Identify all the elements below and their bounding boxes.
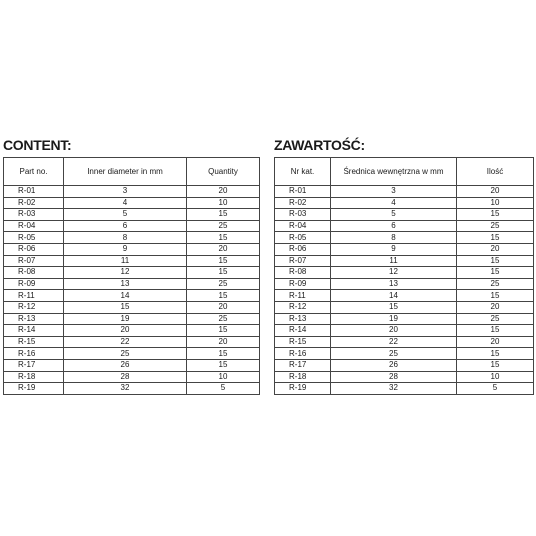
cell-quantity: 15	[187, 232, 260, 244]
table-row	[4, 243, 260, 255]
cell-part-no: R-09	[4, 278, 64, 290]
cell-diameter: 6	[64, 220, 187, 232]
cell-part-no: R-01	[4, 186, 64, 198]
cell-quantity: 15	[187, 209, 260, 221]
cell-quantity: 20	[187, 336, 260, 348]
cell-part-no: R-19	[4, 383, 64, 395]
table-header-row	[4, 158, 260, 186]
cell-part-no: R-04	[4, 220, 64, 232]
cell-part-no: R-04	[275, 220, 331, 232]
table-header-row	[275, 158, 534, 186]
table-row	[275, 255, 534, 267]
table-row	[275, 232, 534, 244]
cell-diameter: 19	[64, 313, 187, 325]
table-row	[275, 301, 534, 313]
table-row	[4, 348, 260, 360]
cell-quantity: 20	[187, 301, 260, 313]
cell-part-no: R-16	[4, 348, 64, 360]
cell-part-no: R-05	[275, 232, 331, 244]
cell-diameter: 11	[64, 255, 187, 267]
cell-diameter: 3	[331, 186, 457, 198]
cell-part-no: R-02	[4, 197, 64, 209]
cell-diameter: 11	[331, 255, 457, 267]
header-inner-diameter: Inner diameter in mm	[64, 158, 187, 186]
cell-quantity: 15	[187, 267, 260, 279]
cell-quantity: 15	[457, 232, 534, 244]
table-row	[275, 197, 534, 209]
cell-quantity: 15	[187, 325, 260, 337]
cell-diameter: 9	[64, 243, 187, 255]
cell-quantity: 15	[457, 359, 534, 371]
table-row	[4, 209, 260, 221]
cell-diameter: 22	[64, 336, 187, 348]
header-nr-kat: Nr kat.	[275, 158, 331, 186]
table-row	[275, 359, 534, 371]
cell-quantity: 10	[187, 197, 260, 209]
cell-quantity: 5	[187, 383, 260, 395]
cell-part-no: R-02	[275, 197, 331, 209]
table-row	[4, 186, 260, 198]
parts-table-en	[3, 157, 260, 395]
header-quantity: Quantity	[187, 158, 260, 186]
cell-quantity: 15	[187, 255, 260, 267]
cell-part-no: R-03	[4, 209, 64, 221]
parts-table-pl	[274, 157, 534, 395]
cell-quantity: 10	[457, 197, 534, 209]
cell-diameter: 4	[64, 197, 187, 209]
cell-diameter: 3	[64, 186, 187, 198]
cell-part-no: R-15	[275, 336, 331, 348]
table-row	[4, 371, 260, 383]
cell-part-no: R-08	[275, 267, 331, 279]
cell-diameter: 5	[64, 209, 187, 221]
cell-part-no: R-19	[275, 383, 331, 395]
cell-part-no: R-12	[275, 301, 331, 313]
zawartosc-title: ZAWARTOŚĆ:	[274, 137, 365, 153]
cell-quantity: 15	[457, 325, 534, 337]
cell-quantity: 5	[457, 383, 534, 395]
table-row	[275, 336, 534, 348]
table-row	[275, 243, 534, 255]
cell-diameter: 12	[331, 267, 457, 279]
cell-diameter: 28	[64, 371, 187, 383]
cell-quantity: 20	[187, 243, 260, 255]
table-row	[275, 371, 534, 383]
cell-quantity: 25	[457, 220, 534, 232]
cell-quantity: 15	[457, 348, 534, 360]
cell-part-no: R-13	[275, 313, 331, 325]
cell-diameter: 14	[64, 290, 187, 302]
cell-part-no: R-06	[275, 243, 331, 255]
table-row	[275, 313, 534, 325]
cell-part-no: R-08	[4, 267, 64, 279]
cell-part-no: R-13	[4, 313, 64, 325]
cell-quantity: 25	[457, 313, 534, 325]
cell-diameter: 25	[64, 348, 187, 360]
table-row	[4, 359, 260, 371]
content-panel-en	[3, 137, 260, 395]
cell-part-no: R-16	[275, 348, 331, 360]
cell-diameter: 22	[331, 336, 457, 348]
header-ilosc: Ilość	[457, 158, 534, 186]
table-row	[275, 278, 534, 290]
cell-part-no: R-11	[4, 290, 64, 302]
cell-quantity: 20	[457, 336, 534, 348]
cell-quantity: 25	[187, 313, 260, 325]
cell-quantity: 20	[457, 243, 534, 255]
cell-diameter: 19	[331, 313, 457, 325]
cell-diameter: 9	[331, 243, 457, 255]
cell-part-no: R-12	[4, 301, 64, 313]
cell-part-no: R-07	[275, 255, 331, 267]
table-row	[4, 325, 260, 337]
cell-diameter: 26	[331, 359, 457, 371]
table-row	[4, 278, 260, 290]
cell-part-no: R-09	[275, 278, 331, 290]
header-part-no: Part no.	[4, 158, 64, 186]
cell-quantity: 20	[187, 186, 260, 198]
cell-quantity: 15	[187, 359, 260, 371]
table-row	[4, 290, 260, 302]
cell-diameter: 26	[64, 359, 187, 371]
header-srednica: Średnica wewnętrzna w mm	[331, 158, 457, 186]
cell-part-no: R-14	[275, 325, 331, 337]
cell-diameter: 14	[331, 290, 457, 302]
cell-diameter: 32	[64, 383, 187, 395]
table-row	[275, 220, 534, 232]
cell-quantity: 15	[457, 209, 534, 221]
cell-part-no: R-17	[275, 359, 331, 371]
table-row	[4, 301, 260, 313]
table-row	[275, 267, 534, 279]
cell-diameter: 32	[331, 383, 457, 395]
cell-quantity: 25	[187, 220, 260, 232]
cell-quantity: 10	[457, 371, 534, 383]
cell-diameter: 12	[64, 267, 187, 279]
content-title: CONTENT:	[3, 137, 72, 153]
cell-part-no: R-01	[275, 186, 331, 198]
cell-diameter: 13	[64, 278, 187, 290]
cell-diameter: 15	[64, 301, 187, 313]
cell-quantity: 15	[457, 290, 534, 302]
table-row	[4, 313, 260, 325]
cell-diameter: 5	[331, 209, 457, 221]
table-row	[275, 290, 534, 302]
cell-quantity: 15	[457, 267, 534, 279]
cell-quantity: 15	[187, 348, 260, 360]
cell-diameter: 6	[331, 220, 457, 232]
cell-diameter: 13	[331, 278, 457, 290]
cell-part-no: R-03	[275, 209, 331, 221]
cell-part-no: R-18	[275, 371, 331, 383]
table-row	[275, 348, 534, 360]
table-row	[275, 209, 534, 221]
table-row	[275, 186, 534, 198]
cell-diameter: 25	[331, 348, 457, 360]
table-row	[4, 336, 260, 348]
table-row	[275, 325, 534, 337]
cell-quantity: 25	[457, 278, 534, 290]
cell-diameter: 8	[331, 232, 457, 244]
table-row	[275, 383, 534, 395]
table-row	[4, 197, 260, 209]
table-row	[4, 255, 260, 267]
cell-part-no: R-07	[4, 255, 64, 267]
cell-quantity: 10	[187, 371, 260, 383]
table-row	[4, 383, 260, 395]
cell-quantity: 25	[187, 278, 260, 290]
cell-part-no: R-17	[4, 359, 64, 371]
cell-part-no: R-11	[275, 290, 331, 302]
cell-diameter: 20	[64, 325, 187, 337]
cell-diameter: 15	[331, 301, 457, 313]
cell-diameter: 20	[331, 325, 457, 337]
cell-diameter: 8	[64, 232, 187, 244]
cell-diameter: 4	[331, 197, 457, 209]
table-row	[4, 267, 260, 279]
cell-quantity: 20	[457, 301, 534, 313]
cell-part-no: R-06	[4, 243, 64, 255]
table-row	[4, 220, 260, 232]
table-row	[4, 232, 260, 244]
cell-part-no: R-18	[4, 371, 64, 383]
content-panel-pl	[274, 137, 534, 395]
cell-part-no: R-15	[4, 336, 64, 348]
cell-part-no: R-05	[4, 232, 64, 244]
cell-diameter: 28	[331, 371, 457, 383]
cell-quantity: 15	[187, 290, 260, 302]
cell-quantity: 20	[457, 186, 534, 198]
cell-part-no: R-14	[4, 325, 64, 337]
cell-quantity: 15	[457, 255, 534, 267]
